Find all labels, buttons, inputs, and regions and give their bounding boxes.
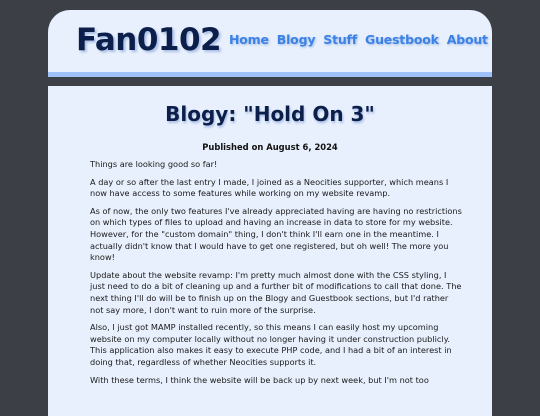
header-divider: [48, 72, 492, 77]
nav-link-about[interactable]: About: [446, 32, 488, 47]
site-logo[interactable]: Fan0102: [76, 22, 222, 58]
post-paragraph: Things are looking good so far!: [90, 159, 218, 169]
post-title: Blogy: "Hold On 3": [165, 102, 375, 126]
post-paragraph: As of now, the only two features I've already appreciated having are having no restrictions on which types of files to upload and having an increase in data to store for my website. However, for the "custom domain" thing, I don't think I'll earn one in the meantime. I actually didn't know that I would have to get one registered, but oh well! The more you know!: [90, 205, 462, 263]
post-date: Published on August 6, 2024: [202, 142, 338, 152]
post-paragraph: Also, I just got MAMP installed recently, so this means I can easily host my upcoming website on my computer locally without no longer having it under construction publicly. This application also makes it easy to execute PHP code, and I had a bit of an interest in doing that, regardless of whether Neocities supports it.: [90, 322, 452, 367]
post-paragraph: Update about the website revamp: I'm pretty much almost done with the CSS styling, I just need to do a bit of cleaning up and a further bit of modifications to call that done. The next thing I'll do will be to finish up on the Blogy and Guestbook sections, but I'd rather not say more, I don't want to ruin more of the surprise.: [90, 269, 462, 315]
nav-link-home[interactable]: Home: [229, 32, 269, 47]
nav-link-guestbook[interactable]: Guestbook: [365, 32, 439, 47]
nav-link-stuff[interactable]: Stuff: [323, 32, 358, 47]
post-content: [48, 86, 492, 416]
post-paragraph: With these terms, I think the website will be back up by next week, but I'm not too: [90, 374, 429, 385]
post-paragraph: A day or so after the last entry I made, I joined as a Neocities supporter, which means I now have access to some features while working on my website revamp.: [90, 176, 449, 199]
post-body: [90, 159, 462, 392]
nav-link-blogy[interactable]: Blogy: [276, 32, 316, 47]
main-nav: [229, 31, 488, 49]
